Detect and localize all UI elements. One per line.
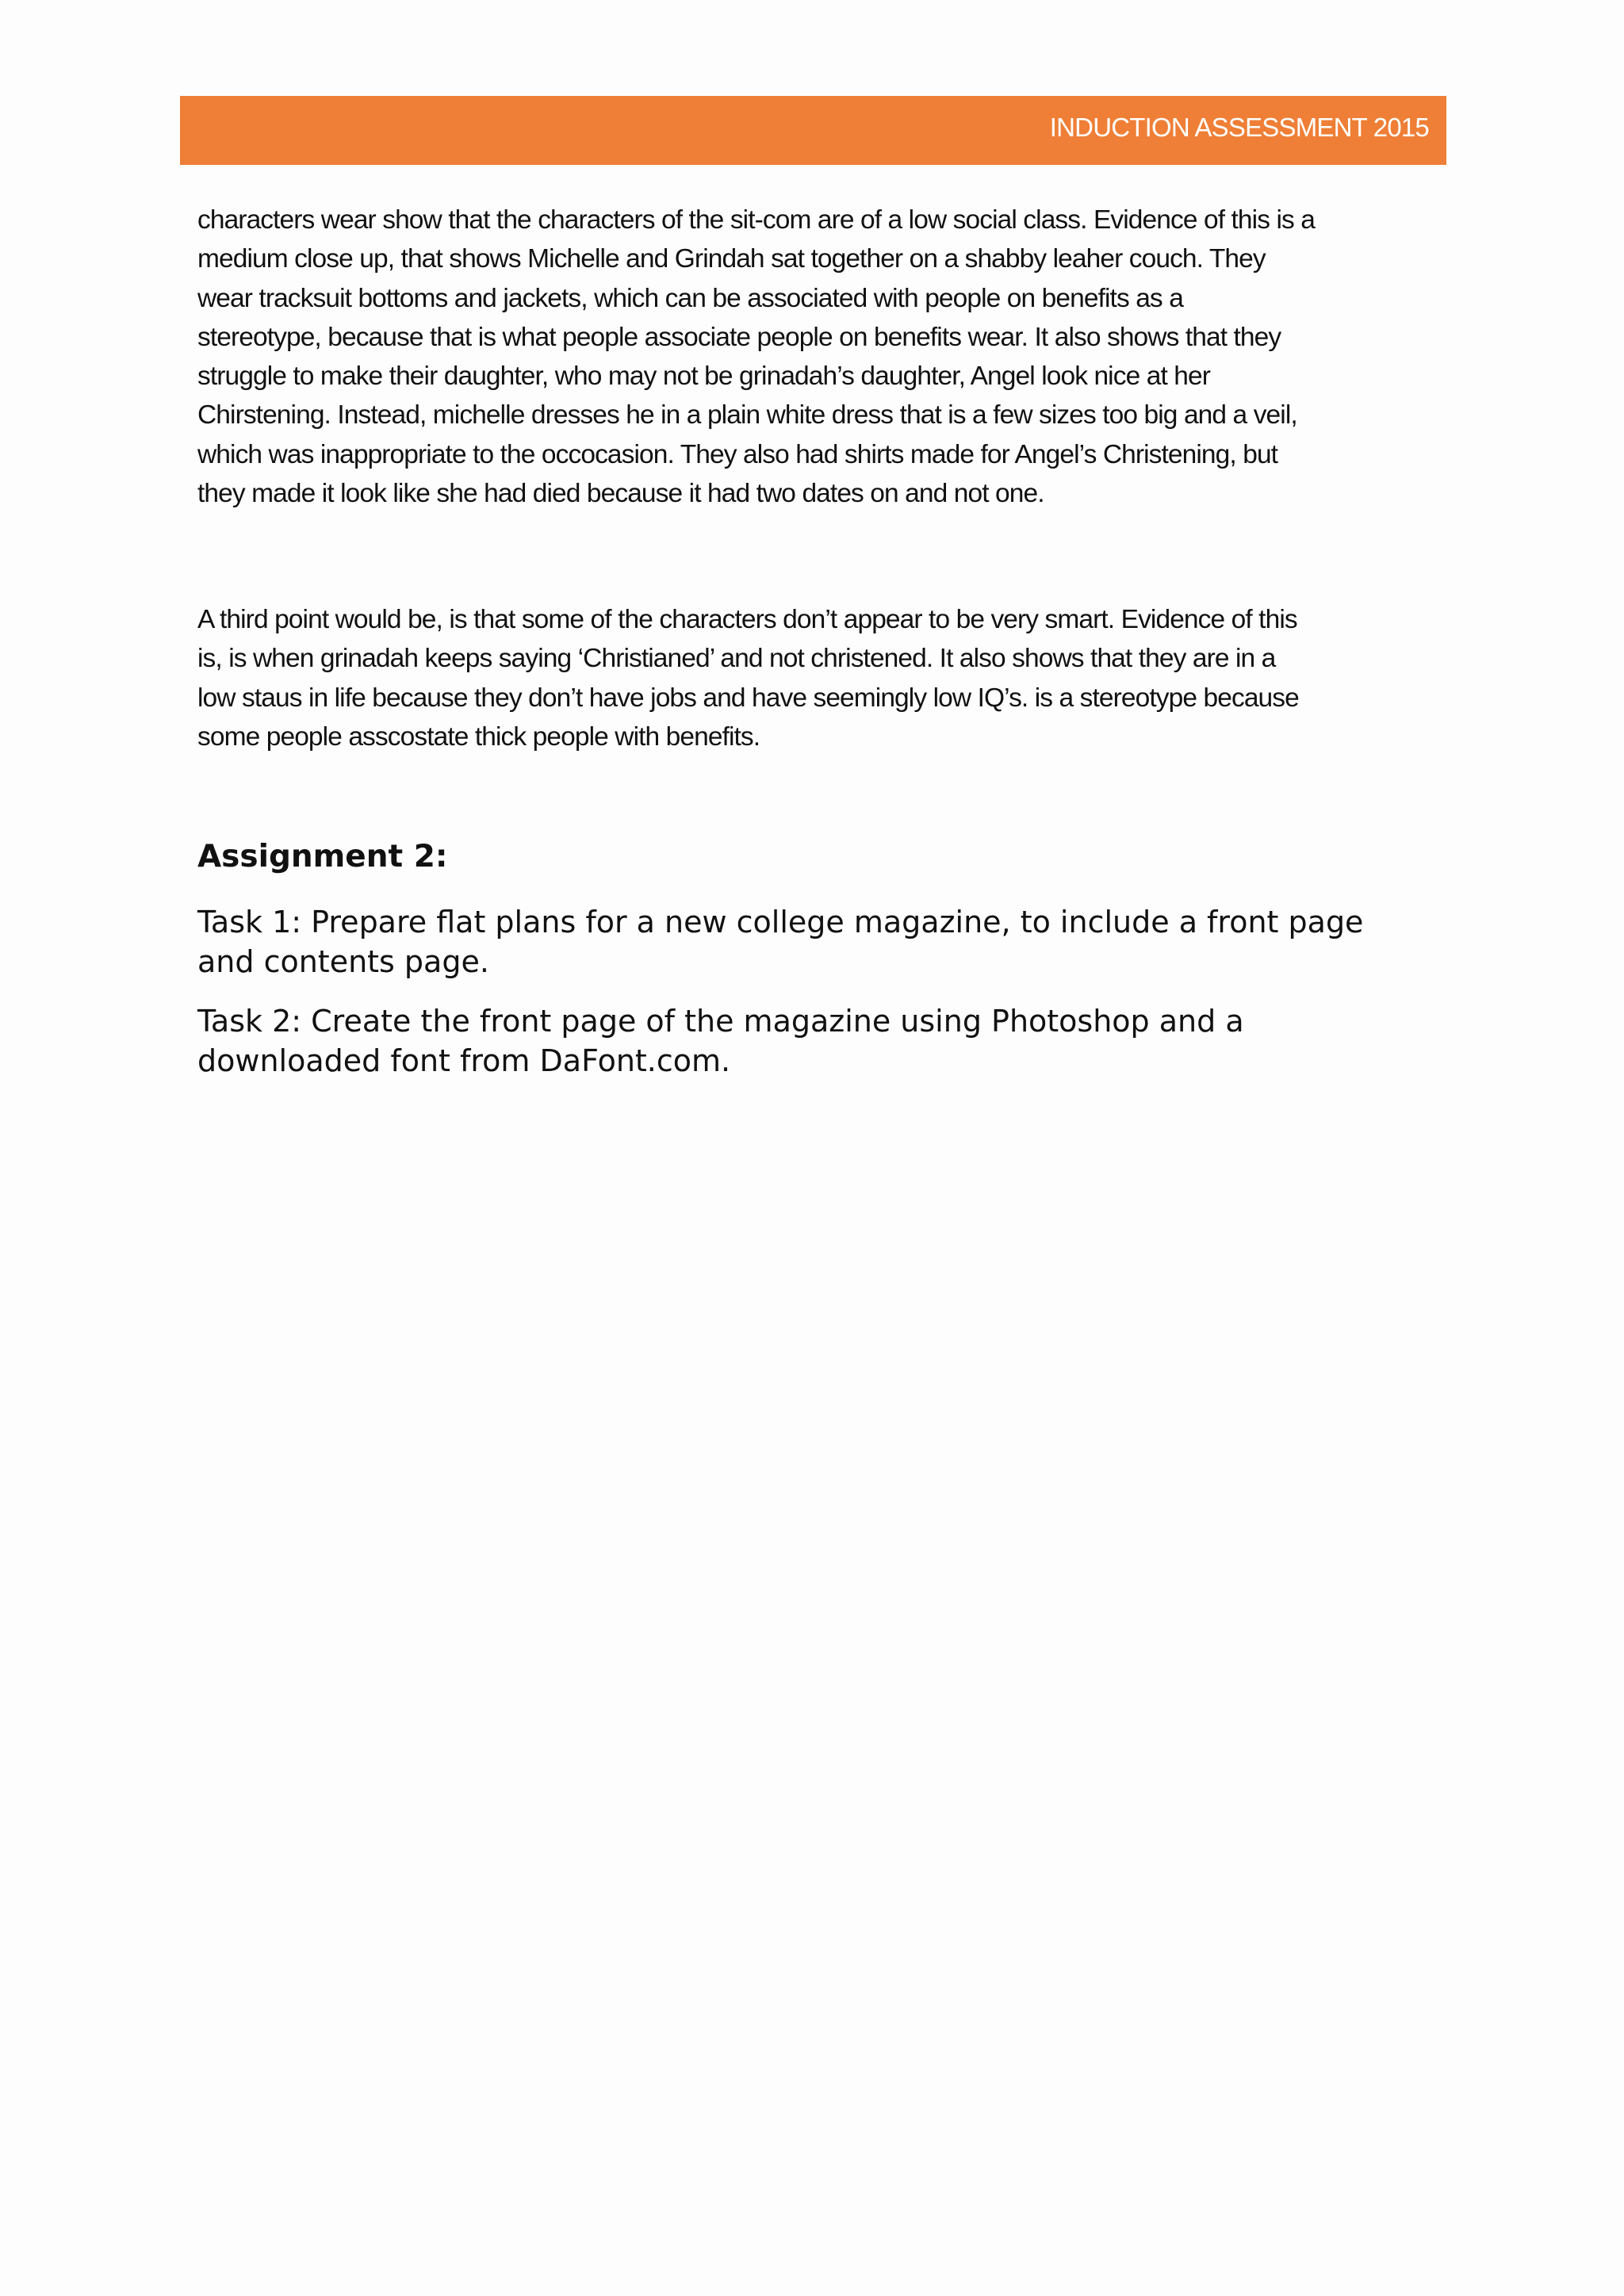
paragraph-line: low staus in life because they don’t have jobs and have seemingly low IQ’s. is a stereotype because	[197, 683, 1299, 713]
task-line: downloaded font from DaFont.com.	[197, 1043, 731, 1078]
paragraph-line: struggle to make their daughter, who may not be grinadah’s daughter, Angel look nice at her	[197, 362, 1210, 392]
paragraph-line: stereotype, because that is what people associate people on benefits wear. It also shows that they	[197, 322, 1281, 352]
task-item	[197, 1001, 1434, 1081]
task-line: Task 1: Prepare flat plans for a new college magazine, to include a front page	[197, 905, 1364, 939]
paragraph-line: wear tracksuit bottoms and jackets, which can be associated with people on benefits as a	[197, 283, 1183, 313]
paragraph-line: Chirstening. Instead, michelle dresses he in a plain white dress that is a few sizes too big and a veil,	[197, 400, 1297, 430]
paragraph-line: is, is when grinadah keeps saying ‘Christianed’ and not christened. It also shows that they are in a	[197, 644, 1276, 674]
task-line: Task 2: Create the front page of the magazine using Photoshop and a	[197, 1004, 1244, 1039]
paragraph-line: some people asscostate thick people with benefits.	[197, 721, 760, 752]
assignment-heading: Assignment 2:	[197, 839, 448, 874]
paragraph-line: A third point would be, is that some of the characters don’t appear to be very smart. Evidence of this	[197, 605, 1297, 634]
header-title: INDUCTION ASSESSMENT 2015	[1049, 113, 1429, 142]
body-paragraph	[197, 201, 1450, 513]
task-item	[197, 902, 1434, 982]
body-paragraph	[197, 600, 1450, 756]
header-bar	[180, 96, 1446, 165]
paragraph-line: characters wear show that the characters of the sit-com are of a low social class. Evidence of this is a	[197, 205, 1315, 235]
task-line: and contents page.	[197, 944, 489, 979]
paragraph-line: they made it look like she had died because it had two dates on and not one.	[197, 479, 1044, 509]
paragraph-line: which was inappropriate to the occocasion. They also had shirts made for Angel’s Christening, but	[197, 439, 1278, 469]
paragraph-line: medium close up, that shows Michelle and Grindah sat together on a shabby leaher couch. They	[197, 244, 1266, 274]
